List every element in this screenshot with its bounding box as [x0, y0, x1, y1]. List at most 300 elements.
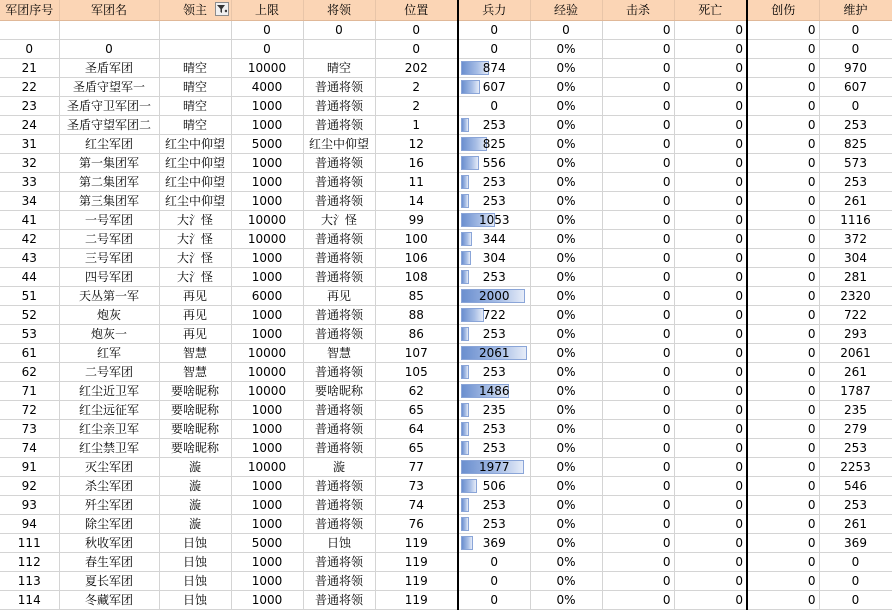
cell-deaths[interactable]: [674, 135, 747, 154]
cell-kills[interactable]: [602, 534, 674, 553]
cell-exp[interactable]: [530, 154, 602, 173]
cell-name[interactable]: [59, 496, 159, 515]
cell-general[interactable]: [303, 173, 375, 192]
cell-general[interactable]: [303, 230, 375, 249]
cell-id[interactable]: [0, 515, 59, 534]
cell-cap[interactable]: [231, 154, 303, 173]
cell-maint[interactable]: [819, 287, 892, 306]
cell-troops[interactable]: [458, 211, 530, 230]
cell-maint[interactable]: [819, 325, 892, 344]
cell-exp[interactable]: [530, 78, 602, 97]
cell-id[interactable]: [0, 458, 59, 477]
cell-exp[interactable]: [530, 534, 602, 553]
cell-pos[interactable]: [375, 477, 458, 496]
cell-cap[interactable]: [231, 553, 303, 572]
cell-general[interactable]: [303, 363, 375, 382]
cell-maint[interactable]: [819, 591, 892, 610]
cell-pos[interactable]: [375, 591, 458, 610]
cell-wounds[interactable]: [747, 363, 819, 382]
header-wounds[interactable]: [747, 0, 819, 21]
cell-name[interactable]: [59, 420, 159, 439]
cell-wounds[interactable]: [747, 572, 819, 591]
cell-wounds[interactable]: [747, 211, 819, 230]
cell-id[interactable]: [0, 135, 59, 154]
cell-kills[interactable]: [602, 154, 674, 173]
cell-lord[interactable]: [159, 287, 231, 306]
cell-maint[interactable]: [819, 382, 892, 401]
cell-cap[interactable]: [231, 344, 303, 363]
cell-pos[interactable]: [375, 515, 458, 534]
cell-name[interactable]: [59, 306, 159, 325]
cell-troops[interactable]: [458, 477, 530, 496]
cell-name[interactable]: [59, 21, 159, 40]
cell-name[interactable]: [59, 287, 159, 306]
cell-exp[interactable]: [530, 116, 602, 135]
cell-deaths[interactable]: [674, 553, 747, 572]
cell-cap[interactable]: [231, 534, 303, 553]
header-pos[interactable]: [375, 0, 458, 21]
cell-troops[interactable]: [458, 306, 530, 325]
cell-kills[interactable]: [602, 116, 674, 135]
cell-kills[interactable]: [602, 211, 674, 230]
cell-wounds[interactable]: [747, 496, 819, 515]
cell-name[interactable]: [59, 192, 159, 211]
cell-name[interactable]: [59, 382, 159, 401]
cell-kills[interactable]: [602, 477, 674, 496]
cell-maint[interactable]: [819, 268, 892, 287]
cell-pos[interactable]: [375, 78, 458, 97]
cell-general[interactable]: [303, 477, 375, 496]
cell-deaths[interactable]: [674, 287, 747, 306]
cell-general[interactable]: [303, 287, 375, 306]
cell-troops[interactable]: [458, 325, 530, 344]
cell-general[interactable]: [303, 401, 375, 420]
cell-cap[interactable]: [231, 21, 303, 40]
cell-pos[interactable]: [375, 249, 458, 268]
cell-name[interactable]: [59, 78, 159, 97]
cell-deaths[interactable]: [674, 401, 747, 420]
cell-wounds[interactable]: [747, 591, 819, 610]
cell-troops[interactable]: [458, 382, 530, 401]
cell-cap[interactable]: [231, 268, 303, 287]
cell-troops[interactable]: [458, 135, 530, 154]
cell-exp[interactable]: [530, 401, 602, 420]
cell-pos[interactable]: [375, 230, 458, 249]
cell-cap[interactable]: [231, 211, 303, 230]
cell-id[interactable]: [0, 40, 59, 59]
cell-id[interactable]: [0, 306, 59, 325]
cell-troops[interactable]: [458, 344, 530, 363]
cell-lord[interactable]: [159, 116, 231, 135]
cell-exp[interactable]: [530, 458, 602, 477]
cell-exp[interactable]: [530, 363, 602, 382]
cell-deaths[interactable]: [674, 230, 747, 249]
cell-exp[interactable]: [530, 325, 602, 344]
cell-deaths[interactable]: [674, 534, 747, 553]
cell-deaths[interactable]: [674, 344, 747, 363]
cell-troops[interactable]: [458, 230, 530, 249]
cell-maint[interactable]: [819, 401, 892, 420]
cell-name[interactable]: [59, 325, 159, 344]
cell-name[interactable]: [59, 154, 159, 173]
cell-lord[interactable]: [159, 268, 231, 287]
header-deaths[interactable]: [674, 0, 747, 21]
cell-pos[interactable]: [375, 363, 458, 382]
cell-cap[interactable]: [231, 496, 303, 515]
cell-id[interactable]: [0, 363, 59, 382]
cell-lord[interactable]: [159, 344, 231, 363]
cell-cap[interactable]: [231, 515, 303, 534]
cell-id[interactable]: [0, 534, 59, 553]
cell-name[interactable]: [59, 211, 159, 230]
cell-troops[interactable]: [458, 173, 530, 192]
cell-wounds[interactable]: [747, 40, 819, 59]
cell-kills[interactable]: [602, 287, 674, 306]
cell-kills[interactable]: [602, 173, 674, 192]
cell-lord[interactable]: [159, 401, 231, 420]
cell-wounds[interactable]: [747, 78, 819, 97]
cell-troops[interactable]: [458, 268, 530, 287]
cell-pos[interactable]: [375, 268, 458, 287]
cell-exp[interactable]: [530, 230, 602, 249]
cell-general[interactable]: [303, 515, 375, 534]
cell-general[interactable]: [303, 97, 375, 116]
cell-pos[interactable]: [375, 306, 458, 325]
cell-maint[interactable]: [819, 420, 892, 439]
cell-wounds[interactable]: [747, 97, 819, 116]
cell-troops[interactable]: [458, 439, 530, 458]
cell-cap[interactable]: [231, 249, 303, 268]
cell-general[interactable]: [303, 496, 375, 515]
cell-exp[interactable]: [530, 59, 602, 78]
cell-pos[interactable]: [375, 40, 458, 59]
cell-kills[interactable]: [602, 515, 674, 534]
cell-exp[interactable]: [530, 496, 602, 515]
cell-deaths[interactable]: [674, 382, 747, 401]
header-exp[interactable]: [530, 0, 602, 21]
cell-maint[interactable]: [819, 439, 892, 458]
cell-kills[interactable]: [602, 496, 674, 515]
cell-exp[interactable]: [530, 306, 602, 325]
cell-lord[interactable]: [159, 572, 231, 591]
cell-id[interactable]: [0, 572, 59, 591]
cell-kills[interactable]: [602, 439, 674, 458]
cell-general[interactable]: [303, 572, 375, 591]
cell-deaths[interactable]: [674, 306, 747, 325]
cell-troops[interactable]: [458, 458, 530, 477]
cell-exp[interactable]: [530, 477, 602, 496]
cell-pos[interactable]: [375, 211, 458, 230]
cell-maint[interactable]: [819, 534, 892, 553]
cell-cap[interactable]: [231, 439, 303, 458]
cell-name[interactable]: [59, 135, 159, 154]
cell-exp[interactable]: [530, 420, 602, 439]
header-general[interactable]: [303, 0, 375, 21]
cell-cap[interactable]: [231, 401, 303, 420]
cell-general[interactable]: [303, 78, 375, 97]
cell-id[interactable]: [0, 268, 59, 287]
header-troops[interactable]: [458, 0, 530, 21]
header-name[interactable]: [59, 0, 159, 21]
cell-general[interactable]: [303, 211, 375, 230]
cell-exp[interactable]: [530, 439, 602, 458]
cell-pos[interactable]: [375, 496, 458, 515]
cell-cap[interactable]: [231, 382, 303, 401]
cell-troops[interactable]: [458, 78, 530, 97]
cell-name[interactable]: [59, 173, 159, 192]
cell-exp[interactable]: [530, 173, 602, 192]
cell-general[interactable]: [303, 21, 375, 40]
cell-wounds[interactable]: [747, 477, 819, 496]
cell-maint[interactable]: [819, 97, 892, 116]
cell-general[interactable]: [303, 344, 375, 363]
cell-id[interactable]: [0, 287, 59, 306]
cell-name[interactable]: [59, 458, 159, 477]
header-cap[interactable]: [231, 0, 303, 21]
cell-lord[interactable]: [159, 192, 231, 211]
cell-cap[interactable]: [231, 420, 303, 439]
cell-name[interactable]: [59, 439, 159, 458]
cell-pos[interactable]: [375, 458, 458, 477]
cell-id[interactable]: [0, 154, 59, 173]
cell-cap[interactable]: [231, 97, 303, 116]
cell-wounds[interactable]: [747, 306, 819, 325]
cell-maint[interactable]: [819, 78, 892, 97]
cell-maint[interactable]: [819, 496, 892, 515]
header-maint[interactable]: [819, 0, 892, 21]
cell-general[interactable]: [303, 439, 375, 458]
header-lord[interactable]: [159, 0, 231, 21]
cell-pos[interactable]: [375, 154, 458, 173]
cell-lord[interactable]: [159, 97, 231, 116]
cell-name[interactable]: [59, 249, 159, 268]
cell-name[interactable]: [59, 477, 159, 496]
cell-kills[interactable]: [602, 78, 674, 97]
cell-deaths[interactable]: [674, 192, 747, 211]
cell-pos[interactable]: [375, 401, 458, 420]
cell-maint[interactable]: [819, 363, 892, 382]
cell-maint[interactable]: [819, 154, 892, 173]
cell-maint[interactable]: [819, 553, 892, 572]
cell-general[interactable]: [303, 135, 375, 154]
cell-kills[interactable]: [602, 249, 674, 268]
cell-general[interactable]: [303, 458, 375, 477]
cell-deaths[interactable]: [674, 249, 747, 268]
cell-troops[interactable]: [458, 287, 530, 306]
cell-cap[interactable]: [231, 572, 303, 591]
cell-id[interactable]: [0, 420, 59, 439]
cell-exp[interactable]: [530, 287, 602, 306]
cell-name[interactable]: [59, 515, 159, 534]
cell-wounds[interactable]: [747, 439, 819, 458]
cell-lord[interactable]: [159, 135, 231, 154]
cell-lord[interactable]: [159, 458, 231, 477]
cell-lord[interactable]: [159, 211, 231, 230]
cell-deaths[interactable]: [674, 21, 747, 40]
cell-pos[interactable]: [375, 382, 458, 401]
cell-cap[interactable]: [231, 306, 303, 325]
cell-cap[interactable]: [231, 230, 303, 249]
cell-maint[interactable]: [819, 21, 892, 40]
cell-troops[interactable]: [458, 21, 530, 40]
cell-deaths[interactable]: [674, 78, 747, 97]
cell-exp[interactable]: [530, 572, 602, 591]
cell-wounds[interactable]: [747, 249, 819, 268]
cell-deaths[interactable]: [674, 268, 747, 287]
cell-troops[interactable]: [458, 420, 530, 439]
cell-troops[interactable]: [458, 591, 530, 610]
cell-cap[interactable]: [231, 116, 303, 135]
cell-deaths[interactable]: [674, 439, 747, 458]
cell-lord[interactable]: [159, 363, 231, 382]
cell-lord[interactable]: [159, 59, 231, 78]
cell-exp[interactable]: [530, 268, 602, 287]
cell-name[interactable]: [59, 572, 159, 591]
cell-lord[interactable]: [159, 382, 231, 401]
cell-cap[interactable]: [231, 591, 303, 610]
cell-exp[interactable]: [530, 211, 602, 230]
cell-pos[interactable]: [375, 173, 458, 192]
cell-deaths[interactable]: [674, 477, 747, 496]
cell-lord[interactable]: [159, 439, 231, 458]
cell-troops[interactable]: [458, 363, 530, 382]
cell-maint[interactable]: [819, 135, 892, 154]
cell-lord[interactable]: [159, 591, 231, 610]
cell-lord[interactable]: [159, 477, 231, 496]
cell-maint[interactable]: [819, 173, 892, 192]
cell-wounds[interactable]: [747, 230, 819, 249]
cell-cap[interactable]: [231, 135, 303, 154]
cell-maint[interactable]: [819, 458, 892, 477]
cell-deaths[interactable]: [674, 572, 747, 591]
cell-lord[interactable]: [159, 173, 231, 192]
cell-general[interactable]: [303, 268, 375, 287]
cell-name[interactable]: [59, 363, 159, 382]
cell-general[interactable]: [303, 325, 375, 344]
cell-pos[interactable]: [375, 192, 458, 211]
cell-deaths[interactable]: [674, 496, 747, 515]
cell-name[interactable]: [59, 230, 159, 249]
cell-kills[interactable]: [602, 382, 674, 401]
cell-general[interactable]: [303, 116, 375, 135]
cell-kills[interactable]: [602, 268, 674, 287]
cell-pos[interactable]: [375, 116, 458, 135]
header-id[interactable]: [0, 0, 59, 21]
cell-deaths[interactable]: [674, 97, 747, 116]
cell-troops[interactable]: [458, 496, 530, 515]
cell-exp[interactable]: [530, 515, 602, 534]
cell-pos[interactable]: [375, 325, 458, 344]
cell-lord[interactable]: [159, 154, 231, 173]
cell-lord[interactable]: [159, 553, 231, 572]
cell-lord[interactable]: [159, 40, 231, 59]
cell-id[interactable]: [0, 59, 59, 78]
cell-exp[interactable]: [530, 135, 602, 154]
cell-lord[interactable]: [159, 496, 231, 515]
cell-deaths[interactable]: [674, 173, 747, 192]
cell-maint[interactable]: [819, 59, 892, 78]
cell-pos[interactable]: [375, 59, 458, 78]
cell-lord[interactable]: [159, 78, 231, 97]
cell-wounds[interactable]: [747, 515, 819, 534]
cell-maint[interactable]: [819, 249, 892, 268]
cell-name[interactable]: [59, 401, 159, 420]
cell-deaths[interactable]: [674, 591, 747, 610]
cell-exp[interactable]: [530, 553, 602, 572]
cell-general[interactable]: [303, 59, 375, 78]
cell-id[interactable]: [0, 21, 59, 40]
cell-troops[interactable]: [458, 401, 530, 420]
cell-id[interactable]: [0, 211, 59, 230]
cell-maint[interactable]: [819, 211, 892, 230]
cell-exp[interactable]: [530, 97, 602, 116]
cell-deaths[interactable]: [674, 325, 747, 344]
cell-id[interactable]: [0, 173, 59, 192]
cell-kills[interactable]: [602, 420, 674, 439]
cell-maint[interactable]: [819, 192, 892, 211]
cell-name[interactable]: [59, 268, 159, 287]
cell-cap[interactable]: [231, 363, 303, 382]
cell-exp[interactable]: [530, 40, 602, 59]
cell-wounds[interactable]: [747, 154, 819, 173]
cell-troops[interactable]: [458, 116, 530, 135]
cell-name[interactable]: [59, 591, 159, 610]
cell-troops[interactable]: [458, 553, 530, 572]
cell-cap[interactable]: [231, 59, 303, 78]
cell-kills[interactable]: [602, 21, 674, 40]
cell-maint[interactable]: [819, 116, 892, 135]
cell-maint[interactable]: [819, 515, 892, 534]
cell-kills[interactable]: [602, 344, 674, 363]
cell-kills[interactable]: [602, 401, 674, 420]
cell-wounds[interactable]: [747, 382, 819, 401]
cell-name[interactable]: [59, 534, 159, 553]
cell-name[interactable]: [59, 40, 159, 59]
cell-pos[interactable]: [375, 420, 458, 439]
cell-wounds[interactable]: [747, 553, 819, 572]
cell-maint[interactable]: [819, 344, 892, 363]
cell-deaths[interactable]: [674, 420, 747, 439]
cell-cap[interactable]: [231, 458, 303, 477]
cell-name[interactable]: [59, 553, 159, 572]
cell-id[interactable]: [0, 382, 59, 401]
cell-general[interactable]: [303, 40, 375, 59]
cell-exp[interactable]: [530, 192, 602, 211]
cell-name[interactable]: [59, 116, 159, 135]
cell-id[interactable]: [0, 496, 59, 515]
cell-troops[interactable]: [458, 249, 530, 268]
cell-deaths[interactable]: [674, 59, 747, 78]
cell-maint[interactable]: [819, 40, 892, 59]
cell-lord[interactable]: [159, 249, 231, 268]
cell-general[interactable]: [303, 534, 375, 553]
cell-id[interactable]: [0, 230, 59, 249]
cell-cap[interactable]: [231, 40, 303, 59]
cell-maint[interactable]: [819, 306, 892, 325]
cell-cap[interactable]: [231, 173, 303, 192]
cell-id[interactable]: [0, 116, 59, 135]
cell-troops[interactable]: [458, 572, 530, 591]
cell-name[interactable]: [59, 97, 159, 116]
cell-deaths[interactable]: [674, 211, 747, 230]
cell-lord[interactable]: [159, 420, 231, 439]
cell-pos[interactable]: [375, 21, 458, 40]
cell-wounds[interactable]: [747, 59, 819, 78]
cell-general[interactable]: [303, 306, 375, 325]
cell-kills[interactable]: [602, 458, 674, 477]
cell-troops[interactable]: [458, 192, 530, 211]
cell-pos[interactable]: [375, 97, 458, 116]
